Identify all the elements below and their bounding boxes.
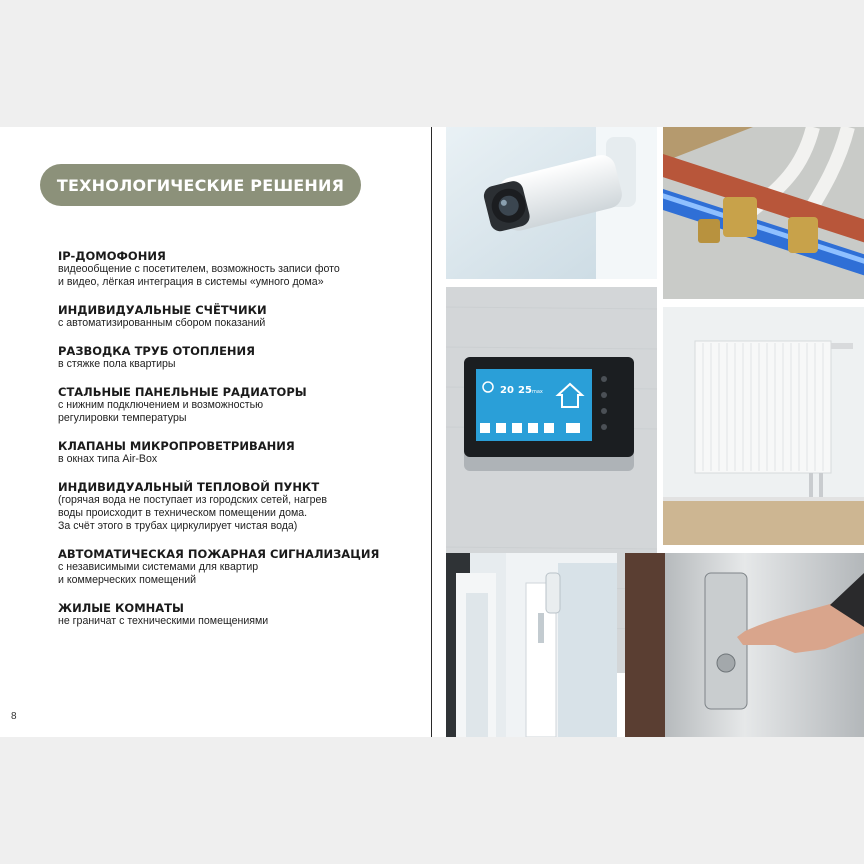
feature-description: с независимыми системами для квартир и коммерческих помещений [58,561,259,586]
feature-title: IP-ДОМОФОНИЯ [58,249,166,263]
feature-title: ЖИЛЫЕ КОМНАТЫ [58,601,184,615]
feature-description: видеообщение с посетителем, возможность записи фото и видео, лёгкая интеграция в системы «умного дома» [58,263,340,288]
feature-title: ИНДИВИДУАЛЬНЫЕ СЧЁТЧИКИ [58,303,267,317]
feature-title: КЛАПАНЫ МИКРОПРОВЕТРИВАНИЯ [58,439,295,453]
feature-item [58,480,418,533]
thermostat-time: 20 [500,385,514,396]
feature-title: ИНДИВИДУАЛЬНЫЙ ТЕПЛОВОЙ ПУНКТ [58,480,320,494]
feature-description: не граничат с техническими помещениями [58,615,269,627]
feature-item [58,601,418,628]
feature-item [58,547,418,587]
feature-description: в стяжке пола квартиры [58,358,176,370]
feature-item [58,439,418,466]
page-number: 8 [11,711,17,722]
feature-description: с автоматизированным сбором показаний [58,317,266,329]
feature-description: в окнах типа Air-Box [58,453,158,465]
heating-pipes-photo [663,127,864,299]
security-camera-photo [446,127,657,279]
section-heading-badge: ТЕХНОЛОГИЧЕСКИЕ РЕШЕНИЯ [40,164,361,206]
feature-title: АВТОМАТИЧЕСКАЯ ПОЖАРНАЯ СИГНАЛИЗАЦИЯ [58,547,380,561]
thermostat-temp: 25 [518,385,532,396]
feature-list [58,249,418,642]
page-divider [431,127,432,737]
feature-item [58,303,418,330]
elevator-button-photo [625,553,864,737]
feature-item [58,249,418,289]
feature-title: РАЗВОДКА ТРУБ ОТОПЛЕНИЯ [58,344,256,358]
brochure-page [0,127,864,737]
feature-item [58,344,418,371]
text-column [0,127,430,737]
feature-item [58,385,418,425]
window-photo [446,553,617,737]
feature-title: СТАЛЬНЫЕ ПАНЕЛЬНЫЕ РАДИАТОРЫ [58,385,307,399]
thermostat-unit: max [532,389,543,395]
feature-description: с нижним подключением и возможностью регулировки температуры [58,399,264,424]
feature-description: (горячая вода не поступает из городских сетей, нагрев воды происходит в техническом помещении дома. За счёт этого в трубах циркулирует чистая вода) [58,494,328,532]
radiator-photo [663,307,864,545]
